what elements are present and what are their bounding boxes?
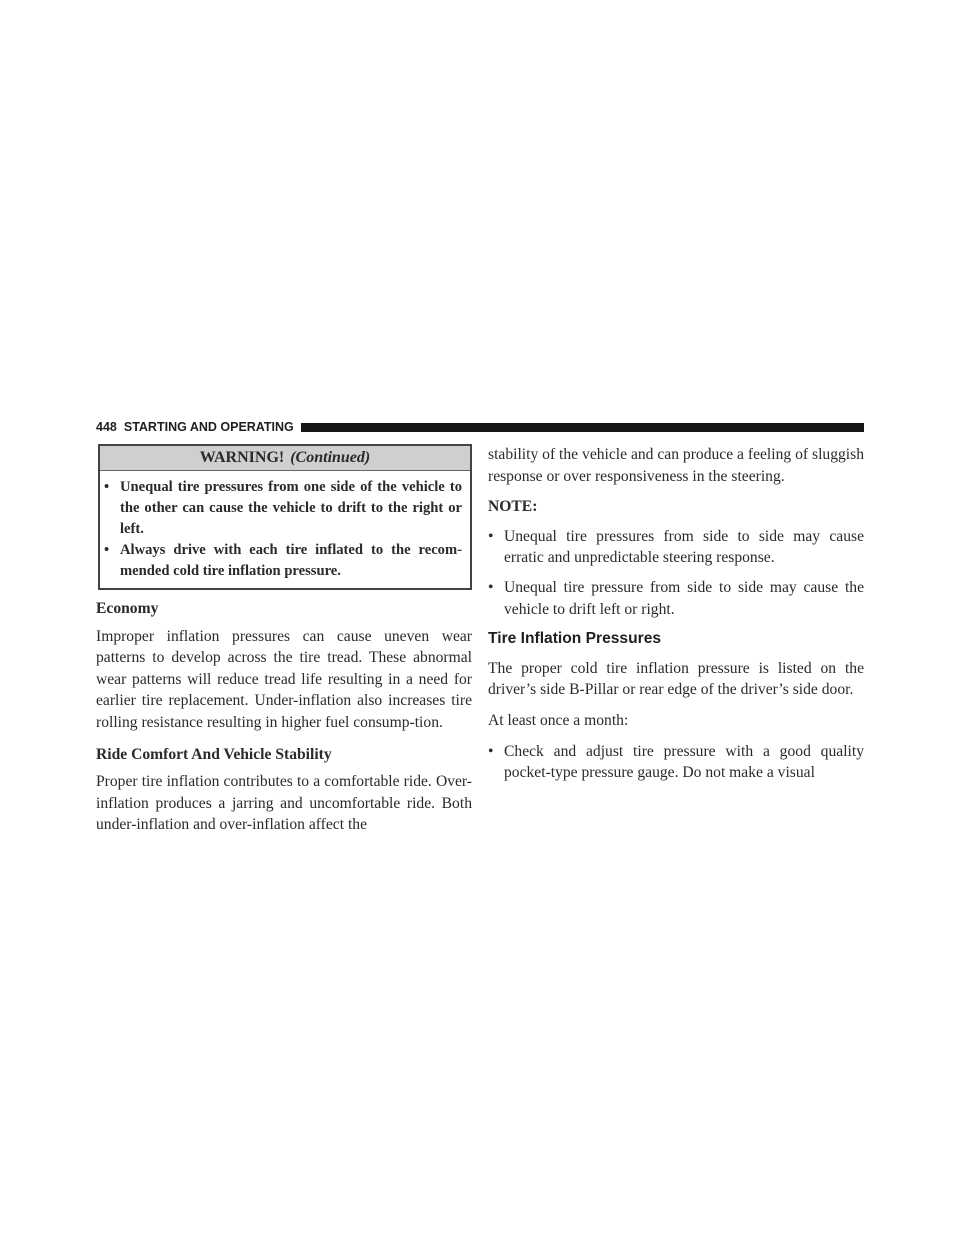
note-list [488, 526, 864, 620]
note-item: • Unequal tire pressure from side to side may cause the vehicle to drift left or right. [488, 578, 864, 618]
bullet-icon: • [104, 479, 110, 495]
bullet-icon: • [488, 742, 494, 760]
ride-comfort-body: Proper tire inflation contributes to a comfortable ride. Over-inflation produces a jarring and uncomfortable ride. Both under-inflation and over-inflation affect the [96, 773, 472, 834]
warning-label: WARNING! [199, 449, 285, 466]
warning-title [100, 446, 470, 471]
monthly-intro: At least once a month: [488, 711, 629, 729]
economy-body: Improper inflation pressures can cause uneven wear patterns to develop across the tire tread. These abnormal wear patterns will reduce tread life resulting in a need for earlier tire replacement. Under-inflation also increases tire rolling resistance resulting in higher fuel consump-tion. [96, 627, 472, 731]
section-body: The proper cold tire inflation pressure is listed on the driver’s side B-Pillar or rear edge of the driver’s side door. [488, 659, 864, 699]
left-column [96, 444, 472, 846]
page-heading [96, 420, 294, 434]
right-column [488, 444, 864, 792]
continuation-text: stability of the vehicle and can produce a feeling of sluggish response or over responsiveness in the steering. [488, 446, 864, 485]
header-rule [301, 423, 864, 432]
page-header [96, 418, 864, 436]
warning-continued: (Continued) [290, 449, 371, 466]
monthly-list [488, 741, 864, 784]
economy-heading: Economy [96, 600, 159, 617]
ride-comfort-heading: Ride Comfort And Vehicle Stability [96, 745, 332, 763]
page-number: 448 [96, 420, 117, 434]
note-label: NOTE: [488, 498, 538, 516]
section-heading: Tire Inflation Pressures [488, 630, 662, 648]
warning-box [98, 444, 472, 590]
warning-item: • Always drive with each tire inflated to the recom-mended cold tire inflation pressure. [104, 542, 462, 579]
note-item: • Unequal tire pressures from side to side may cause erratic and unpredictable steering response. [488, 527, 864, 567]
warning-list [100, 471, 470, 588]
bullet-icon: • [104, 542, 110, 558]
section-title: STARTING AND OPERATING [123, 420, 294, 434]
warning-item: • Unequal tire pressures from one side of the vehicle to the other can cause the vehicle to drift to the right or left. [104, 479, 462, 537]
bullet-icon: • [488, 527, 494, 545]
bullet-icon: • [488, 578, 494, 596]
monthly-item: • Check and adjust tire pressure with a good quality pocket-type pressure gauge. Do not make a visual [488, 742, 864, 782]
